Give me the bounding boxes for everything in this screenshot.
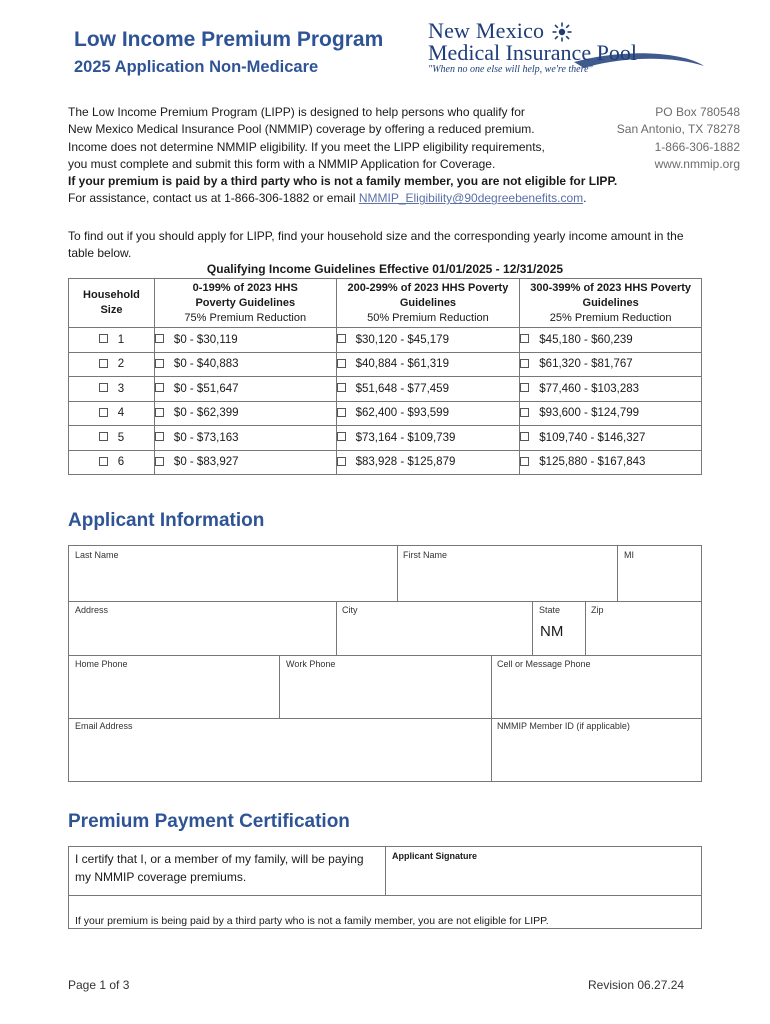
cell-value: 4 <box>117 407 125 420</box>
cell-value: $73,164 - $109,739 <box>355 431 456 444</box>
state-field[interactable]: NM <box>540 623 564 640</box>
range-25-cell <box>520 352 702 377</box>
email-label: Email Address <box>75 721 133 731</box>
cell-value: $125,880 - $167,843 <box>539 456 646 469</box>
revision-label: Revision 06.27.24 <box>588 978 685 992</box>
range-75-cell <box>154 328 336 353</box>
city-state-zip: San Antonio, TX 78278 <box>616 122 740 137</box>
range-50-cell <box>336 377 520 402</box>
checkbox[interactable] <box>155 359 164 368</box>
checkbox[interactable] <box>155 383 164 392</box>
findout-instructions: To find out if you should apply for LIPP, find your household size and the corresponding yearly income amount in the table below. <box>68 229 684 261</box>
checkbox[interactable] <box>155 457 164 466</box>
cell-value: $40,884 - $61,319 <box>355 358 449 371</box>
sun-icon <box>552 22 572 42</box>
mi-field[interactable] <box>618 560 701 600</box>
checkbox[interactable] <box>337 359 346 368</box>
table-row <box>69 401 702 426</box>
range-25-cell <box>520 328 702 353</box>
header-50-reduction: 200-299% of 2023 HHS Poverty Guidelines 50% Premium Reduction <box>336 279 520 328</box>
cell-value: 2 <box>117 358 125 371</box>
range-75-cell <box>154 450 336 475</box>
assistance-prefix: For assistance, contact us at 1-866-306-1882 or email <box>68 191 359 206</box>
range-75-cell <box>154 426 336 451</box>
table-header-row <box>69 279 702 328</box>
cell-value: 6 <box>117 456 125 469</box>
cell-value: $0 - $73,163 <box>173 431 239 444</box>
cell-value: 5 <box>117 431 125 444</box>
cell-value: $0 - $83,927 <box>173 456 239 469</box>
cell-value: $61,320 - $81,767 <box>539 358 633 371</box>
cell-value: $0 - $40,883 <box>173 358 239 371</box>
table-row <box>69 377 702 402</box>
checkbox[interactable] <box>337 457 346 466</box>
checkbox[interactable] <box>337 408 346 417</box>
income-table-title: Qualifying Income Guidelines Effective 01/01/2025 - 12/31/2025 <box>206 262 564 276</box>
signature-field[interactable] <box>386 862 701 894</box>
third-party-note: If your premium is being paid by a third party who is not a family member, you are not eligible for LIPP. <box>75 915 549 927</box>
address-field[interactable] <box>69 615 335 654</box>
header-75-reduction: 0-199% of 2023 HHS Poverty Guidelines 75% Premium Reduction <box>154 279 336 328</box>
checkbox[interactable] <box>520 359 529 368</box>
cell-value: $0 - $30,119 <box>173 333 238 346</box>
range-75-cell <box>154 352 336 377</box>
table-row <box>69 426 702 451</box>
first-name-label: First Name <box>403 550 448 560</box>
range-25-cell <box>520 377 702 402</box>
household-size-cell <box>69 450 155 475</box>
range-25-cell <box>520 450 702 475</box>
household-size-cell <box>69 426 155 451</box>
cell-phone-label: Cell or Message Phone <box>497 659 591 669</box>
page-number: Page 1 of 3 <box>68 978 130 992</box>
table-row <box>69 352 702 377</box>
checkbox[interactable] <box>99 457 108 466</box>
mi-label: MI <box>624 550 634 560</box>
range-50-cell <box>336 401 520 426</box>
work-phone-label: Work Phone <box>286 659 336 669</box>
range-75-cell <box>154 377 336 402</box>
zip-field[interactable] <box>586 615 701 654</box>
phone-number: 1-866-306-1882 <box>654 139 740 154</box>
checkbox[interactable] <box>99 359 108 368</box>
website-link[interactable]: www.nmmip.org <box>654 156 740 171</box>
checkbox[interactable] <box>520 383 529 392</box>
member-id-label: NMMIP Member ID (if applicable) <box>497 721 630 731</box>
logo-line2: Medical Insurance Pool <box>428 40 637 65</box>
applicant-info-heading: Applicant Information <box>68 510 265 531</box>
household-size-cell <box>69 328 155 353</box>
cell-value: $51,648 - $77,459 <box>355 382 449 395</box>
intro-warning: If your premium is paid by a third party who is not a family member, you are not eligible for LIPP. <box>68 174 618 189</box>
logo-line1: New Mexico <box>428 18 545 43</box>
intro-line: The Low Income Premium Program (LIPP) is designed to help persons who qualify for <box>68 105 525 119</box>
member-id-field[interactable] <box>492 733 701 781</box>
cell-value: $30,120 - $45,179 <box>355 333 449 346</box>
checkbox[interactable] <box>99 383 108 392</box>
home-phone-field[interactable] <box>69 670 278 717</box>
signature-label: Applicant Signature <box>392 851 478 861</box>
checkbox[interactable] <box>155 334 164 343</box>
cell-value: $83,928 - $125,879 <box>355 456 456 469</box>
table-row <box>69 328 702 353</box>
checkbox[interactable] <box>520 408 529 417</box>
range-25-cell <box>520 401 702 426</box>
last-name-field[interactable] <box>69 560 396 600</box>
cell-value: 1 <box>117 333 125 346</box>
assistance-suffix: . <box>583 191 587 206</box>
cell-value: $93,600 - $124,799 <box>539 407 640 420</box>
zip-label: Zip <box>591 605 604 615</box>
cell-value: $62,400 - $93,599 <box>355 407 449 420</box>
logo-tagline: "When no one else will help, we're there" <box>428 64 593 75</box>
household-size-cell <box>69 377 155 402</box>
checkbox[interactable] <box>99 432 108 441</box>
checkbox[interactable] <box>337 432 346 441</box>
home-phone-label: Home Phone <box>75 659 128 669</box>
cell-value: $45,180 - $60,239 <box>539 333 633 346</box>
cell-value: $109,740 - $146,327 <box>539 431 646 444</box>
certification-heading: Premium Payment Certification <box>68 811 350 832</box>
page-title: Low Income Premium Program <box>74 28 384 51</box>
cell-value: $77,460 - $103,283 <box>539 382 640 395</box>
last-name-label: Last Name <box>75 550 119 560</box>
intro-line: New Mexico Medical Insurance Pool (NMMIP) coverage by offering a reduced premium. <box>68 122 535 137</box>
cell-value: $0 - $62,399 <box>173 407 239 420</box>
eligibility-email-link[interactable]: NMMIP_Eligibility@90degreebenefits.com <box>358 191 584 206</box>
city-field[interactable] <box>337 615 531 654</box>
range-75-cell <box>154 401 336 426</box>
checkbox[interactable] <box>155 408 164 417</box>
intro-paragraph <box>68 104 628 208</box>
email-field[interactable] <box>69 733 490 781</box>
checkbox[interactable] <box>337 334 346 343</box>
household-size-cell <box>69 401 155 426</box>
checkbox[interactable] <box>155 432 164 441</box>
nmmip-logo <box>424 18 706 86</box>
certification-statement: I certify that I, or a member of my family, will be paying my NMMIP coverage premiums. <box>75 852 364 884</box>
intro-line: Income does not determine NMMIP eligibility. If you meet the LIPP eligibility requirements, <box>68 139 545 154</box>
household-size-cell <box>69 352 155 377</box>
work-phone-field[interactable] <box>280 670 490 717</box>
city-label: City <box>342 605 358 615</box>
first-name-field[interactable] <box>398 560 616 600</box>
checkbox[interactable] <box>520 334 529 343</box>
address-label: Address <box>75 605 109 615</box>
range-25-cell <box>520 426 702 451</box>
intro-line: you must complete and submit this form with a NMMIP Application for Coverage. <box>68 156 496 171</box>
checkbox[interactable] <box>520 457 529 466</box>
header-household-size: Household Size <box>69 279 155 328</box>
header-25-reduction: 300-399% of 2023 HHS Poverty Guidelines 25% Premium Reduction <box>520 279 702 328</box>
checkbox[interactable] <box>520 432 529 441</box>
range-50-cell <box>336 328 520 353</box>
page-subtitle: 2025 Application Non-Medicare <box>74 58 319 76</box>
state-label: State <box>539 605 561 615</box>
cell-phone-field[interactable] <box>492 670 701 717</box>
contact-block <box>617 104 740 173</box>
range-50-cell <box>336 450 520 475</box>
checkbox[interactable] <box>99 334 108 343</box>
range-50-cell <box>336 352 520 377</box>
cell-value: $0 - $51,647 <box>173 382 239 395</box>
checkbox[interactable] <box>99 408 108 417</box>
range-50-cell <box>336 426 520 451</box>
checkbox[interactable] <box>337 383 346 392</box>
cell-value: 3 <box>117 382 125 395</box>
table-row <box>69 450 702 475</box>
po-box: PO Box 780548 <box>655 105 740 119</box>
assistance-line <box>68 190 628 207</box>
income-guidelines-table <box>68 278 702 475</box>
